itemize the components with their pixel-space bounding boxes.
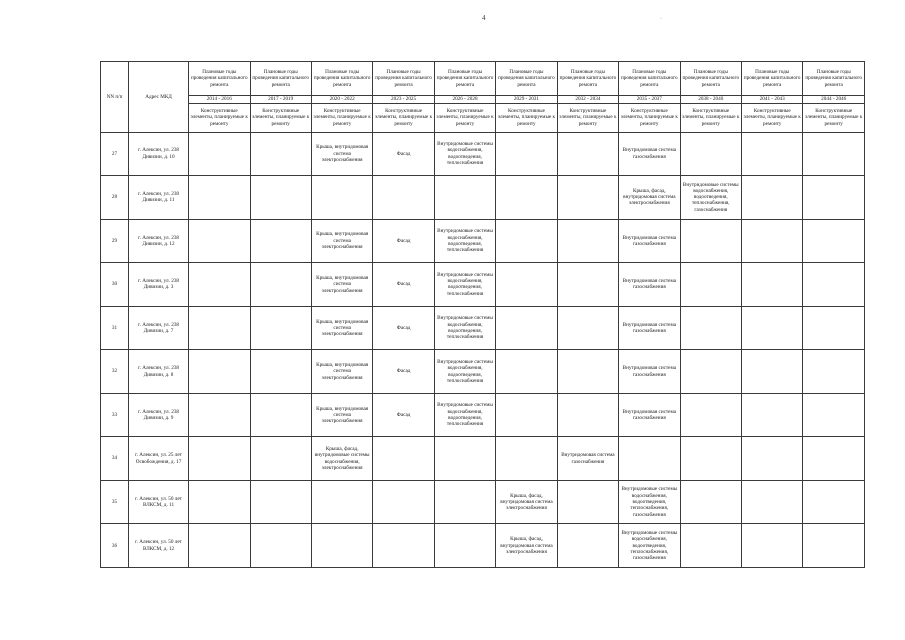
row-number: 29 bbox=[101, 219, 129, 263]
repair-elements-cell bbox=[557, 176, 618, 220]
period-title-header: Плановые годы проведения капитального ремонта bbox=[434, 62, 495, 96]
repair-elements-cell bbox=[189, 176, 250, 220]
repair-elements-cell bbox=[557, 480, 618, 524]
row-number: 33 bbox=[101, 393, 129, 437]
repair-elements-cell bbox=[250, 132, 311, 176]
table-row bbox=[101, 393, 865, 437]
period-years: 2038 - 2040 bbox=[680, 96, 741, 104]
repair-elements-cell: Крыша, фасад, внутридомовая система электроснабжения bbox=[496, 480, 557, 524]
repair-elements-cell: Крыша, внутридомовая система электроснабжения bbox=[311, 306, 372, 350]
page-number: 4 bbox=[482, 14, 486, 22]
repair-elements-cell bbox=[803, 393, 865, 437]
repair-elements-cell: Внутридомовая система газоснабжения bbox=[619, 219, 680, 263]
repair-elements-cell bbox=[496, 132, 557, 176]
repair-elements-cell bbox=[557, 393, 618, 437]
repair-elements-cell bbox=[680, 263, 741, 307]
row-number: 31 bbox=[101, 306, 129, 350]
repair-elements-cell: Внутридомовые системы водоснабжения, водоотведения, теплоснабжения bbox=[434, 219, 495, 263]
repair-elements-cell bbox=[250, 437, 311, 481]
period-title-header: Плановые годы проведения капитального ремонта bbox=[373, 62, 434, 96]
repair-elements-cell bbox=[434, 437, 495, 481]
elements-header: Конструктивные элементы, планируемые к ремонту bbox=[803, 103, 865, 132]
building-address: г. Алексин, ул. 50 лет ВЛКСМ, д. 12 bbox=[129, 524, 189, 568]
elements-header: Конструктивные элементы, планируемые к ремонту bbox=[189, 103, 250, 132]
table-row bbox=[101, 176, 865, 220]
repair-elements-cell: Фасад bbox=[373, 393, 434, 437]
table-row bbox=[101, 132, 865, 176]
repair-elements-cell bbox=[496, 176, 557, 220]
repair-elements-cell bbox=[250, 306, 311, 350]
repair-elements-cell bbox=[742, 263, 803, 307]
repair-elements-cell bbox=[496, 437, 557, 481]
elements-header: Конструктивные элементы, планируемые к ремонту bbox=[373, 103, 434, 132]
repair-elements-cell bbox=[803, 306, 865, 350]
corner-mark: · bbox=[660, 16, 662, 22]
period-years: 2017 - 2019 bbox=[250, 96, 311, 104]
repair-elements-cell: Внутридомовые системы водоснабжения, водоотведения, теплоснабжения bbox=[434, 263, 495, 307]
repair-elements-cell bbox=[619, 437, 680, 481]
repair-elements-cell: Крыша, фасад, внутридомовые системы водоснабжения, электроснабжения bbox=[311, 437, 372, 481]
repair-elements-cell bbox=[557, 350, 618, 394]
repair-elements-cell bbox=[189, 480, 250, 524]
building-address: г. Алексин, ул. 238 Дивизии, д. 9 bbox=[129, 393, 189, 437]
building-address: г. Алексин, ул. 238 Дивизии, д. 12 bbox=[129, 219, 189, 263]
repair-elements-cell bbox=[557, 132, 618, 176]
repair-elements-cell bbox=[250, 219, 311, 263]
table-header bbox=[101, 62, 865, 133]
repair-elements-cell bbox=[496, 350, 557, 394]
row-number: 32 bbox=[101, 350, 129, 394]
period-years: 2029 - 2031 bbox=[496, 96, 557, 104]
repair-elements-cell: Внутридомовые системы водоснабжения, водоотведения, теплоснабжения, газоснабжения bbox=[619, 524, 680, 568]
repair-elements-cell bbox=[250, 263, 311, 307]
row-number: 28 bbox=[101, 176, 129, 220]
repair-elements-cell bbox=[742, 350, 803, 394]
period-title-header: Плановые годы проведения капитального ремонта bbox=[311, 62, 372, 96]
period-years: 2035 - 2037 bbox=[619, 96, 680, 104]
repair-elements-cell bbox=[557, 219, 618, 263]
elements-header: Конструктивные элементы, планируемые к ремонту bbox=[434, 103, 495, 132]
repair-elements-cell bbox=[680, 437, 741, 481]
repair-elements-cell: Внутридомовая система газоснабжения bbox=[619, 393, 680, 437]
repair-elements-cell: Крыша, внутридомовая система электроснабжения bbox=[311, 219, 372, 263]
repair-elements-cell bbox=[803, 437, 865, 481]
elements-header: Конструктивные элементы, планируемые к ремонту bbox=[742, 103, 803, 132]
repair-elements-cell bbox=[803, 219, 865, 263]
repair-elements-cell bbox=[496, 393, 557, 437]
building-address: г. Алексин, ул. 238 Дивизии, д. 7 bbox=[129, 306, 189, 350]
repair-elements-cell: Крыша, фасад, внутридомовая система электроснабжения bbox=[496, 524, 557, 568]
repair-elements-cell bbox=[250, 524, 311, 568]
repair-elements-cell bbox=[189, 219, 250, 263]
repair-elements-cell bbox=[373, 176, 434, 220]
repair-elements-cell: Крыша, внутридомовая система электроснабжения bbox=[311, 393, 372, 437]
repair-elements-cell: Крыша, внутридомовая система электроснабжения bbox=[311, 132, 372, 176]
period-title-header: Плановые годы проведения капитального ремонта bbox=[803, 62, 865, 96]
repair-elements-cell bbox=[189, 437, 250, 481]
repair-elements-cell bbox=[742, 306, 803, 350]
repair-elements-cell: Фасад bbox=[373, 350, 434, 394]
repair-elements-cell bbox=[680, 306, 741, 350]
table-body bbox=[101, 132, 865, 568]
period-years: 2032 - 2034 bbox=[557, 96, 618, 104]
repair-elements-cell: Фасад bbox=[373, 263, 434, 307]
repair-elements-cell: Внутридомовые системы водоснабжения, водоотведения, теплоснабжения, газоснабжения bbox=[619, 480, 680, 524]
repair-elements-cell bbox=[434, 480, 495, 524]
repair-elements-cell: Фасад bbox=[373, 219, 434, 263]
repair-elements-cell bbox=[803, 480, 865, 524]
repair-elements-cell bbox=[803, 176, 865, 220]
repair-elements-cell bbox=[496, 219, 557, 263]
repair-elements-cell bbox=[557, 524, 618, 568]
building-address: г. Алексин, ул. 25 лет Освобождения, д. 17 bbox=[129, 437, 189, 481]
repair-elements-cell bbox=[311, 176, 372, 220]
repair-elements-cell: Фасад bbox=[373, 132, 434, 176]
repair-elements-cell bbox=[250, 176, 311, 220]
repair-elements-cell: Внутридомовые системы водоснабжения, водоотведения, теплоснабжения bbox=[434, 306, 495, 350]
repair-elements-cell bbox=[742, 132, 803, 176]
repair-elements-cell bbox=[250, 393, 311, 437]
repair-elements-cell bbox=[434, 524, 495, 568]
repair-elements-cell bbox=[189, 524, 250, 568]
repair-elements-cell: Крыша, фасад, внутридомовая система электроснабжения bbox=[619, 176, 680, 220]
repair-elements-cell bbox=[373, 437, 434, 481]
repair-elements-cell bbox=[742, 176, 803, 220]
table-row bbox=[101, 219, 865, 263]
row-number: 35 bbox=[101, 480, 129, 524]
repair-elements-cell bbox=[250, 350, 311, 394]
repair-elements-cell bbox=[311, 480, 372, 524]
elements-header: Конструктивные элементы, планируемые к ремонту bbox=[680, 103, 741, 132]
repair-schedule-table bbox=[100, 61, 865, 568]
period-title-header: Плановые годы проведения капитального ремонта bbox=[742, 62, 803, 96]
repair-elements-cell bbox=[803, 350, 865, 394]
period-years: 2041 - 2043 bbox=[742, 96, 803, 104]
period-title-header: Плановые годы проведения капитального ремонта bbox=[680, 62, 741, 96]
repair-elements-cell bbox=[803, 524, 865, 568]
repair-elements-cell bbox=[742, 393, 803, 437]
repair-elements-cell bbox=[373, 480, 434, 524]
repair-elements-cell bbox=[189, 132, 250, 176]
num-header: NN п/п bbox=[101, 62, 129, 133]
repair-elements-cell bbox=[189, 306, 250, 350]
repair-elements-cell bbox=[803, 263, 865, 307]
row-number: 27 bbox=[101, 132, 129, 176]
repair-elements-cell bbox=[680, 393, 741, 437]
repair-elements-cell bbox=[434, 176, 495, 220]
repair-elements-cell bbox=[189, 350, 250, 394]
repair-elements-cell bbox=[680, 132, 741, 176]
repair-elements-cell bbox=[742, 219, 803, 263]
address-header: Адрес МКД bbox=[129, 62, 189, 133]
elements-header: Конструктивные элементы, планируемые к ремонту bbox=[250, 103, 311, 132]
repair-elements-cell bbox=[311, 524, 372, 568]
repair-elements-cell bbox=[496, 263, 557, 307]
building-address: г. Алексин, ул. 50 лет ВЛКСМ, д. 11 bbox=[129, 480, 189, 524]
period-title-header: Плановые годы проведения капитального ремонта bbox=[619, 62, 680, 96]
repair-elements-cell: Внутридомовая система газоснабжения bbox=[557, 437, 618, 481]
period-title-header: Плановые годы проведения капитального ремонта bbox=[557, 62, 618, 96]
building-address: г. Алексин, ул. 238 Дивизии, д. 3 bbox=[129, 263, 189, 307]
period-years: 2026 - 2028 bbox=[434, 96, 495, 104]
repair-elements-cell: Внутридомовая система газоснабжения bbox=[619, 263, 680, 307]
repair-elements-cell bbox=[680, 350, 741, 394]
elements-header: Конструктивные элементы, планируемые к ремонту bbox=[557, 103, 618, 132]
repair-elements-cell: Внутридомовые системы водоснабжения, водоотведения, теплоснабжения bbox=[434, 350, 495, 394]
repair-elements-cell bbox=[250, 480, 311, 524]
repair-elements-cell bbox=[496, 306, 557, 350]
row-number: 36 bbox=[101, 524, 129, 568]
period-title-header: Плановые годы проведения капитального ремонта bbox=[250, 62, 311, 96]
repair-elements-cell bbox=[803, 132, 865, 176]
table-row bbox=[101, 350, 865, 394]
repair-elements-cell bbox=[189, 393, 250, 437]
repair-elements-cell bbox=[680, 524, 741, 568]
repair-elements-cell: Крыша, внутридомовая система электроснабжения bbox=[311, 350, 372, 394]
repair-elements-cell: Внутридомовые системы водоснабжения, водоотведения, теплоснабжения, газоснабжения bbox=[680, 176, 741, 220]
repair-elements-cell bbox=[742, 437, 803, 481]
repair-elements-cell bbox=[557, 306, 618, 350]
repair-elements-cell: Крыша, внутридомовая система электроснабжения bbox=[311, 263, 372, 307]
row-number: 30 bbox=[101, 263, 129, 307]
repair-elements-cell: Внутридомовая система газоснабжения bbox=[619, 306, 680, 350]
repair-elements-cell: Внутридомовая система газоснабжения bbox=[619, 350, 680, 394]
repair-elements-cell: Внутридомовые системы водоснабжения, водоотведения, теплоснабжения bbox=[434, 132, 495, 176]
repair-elements-cell: Внутридомовая система газоснабжения bbox=[619, 132, 680, 176]
repair-elements-cell bbox=[742, 480, 803, 524]
building-address: г. Алексин, ул. 238 Дивизии, д. 11 bbox=[129, 176, 189, 220]
period-years: 2023 - 2025 bbox=[373, 96, 434, 104]
row-number: 34 bbox=[101, 437, 129, 481]
elements-header: Конструктивные элементы, планируемые к ремонту bbox=[619, 103, 680, 132]
table-row bbox=[101, 306, 865, 350]
elements-header: Конструктивные элементы, планируемые к ремонту bbox=[496, 103, 557, 132]
building-address: г. Алексин, ул. 238 Дивизии, д. 10 bbox=[129, 132, 189, 176]
elements-header: Конструктивные элементы, планируемые к ремонту bbox=[311, 103, 372, 132]
period-years: 2044 - 2046 bbox=[803, 96, 865, 104]
period-title-header: Плановые годы проведения капитального ремонта bbox=[496, 62, 557, 96]
period-years: 2014 - 2016 bbox=[189, 96, 250, 104]
table-row bbox=[101, 524, 865, 568]
table-row bbox=[101, 437, 865, 481]
repair-elements-cell bbox=[557, 263, 618, 307]
table-row bbox=[101, 480, 865, 524]
repair-elements-cell: Фасад bbox=[373, 306, 434, 350]
repair-elements-cell bbox=[742, 524, 803, 568]
repair-elements-cell bbox=[680, 219, 741, 263]
table-row bbox=[101, 263, 865, 307]
period-years: 2020 - 2022 bbox=[311, 96, 372, 104]
repair-elements-cell bbox=[373, 524, 434, 568]
period-title-header: Плановые годы проведения капитального ремонта bbox=[189, 62, 250, 96]
repair-elements-cell bbox=[189, 263, 250, 307]
repair-elements-cell: Внутридомовые системы водоснабжения, водоотведения, теплоснабжения bbox=[434, 393, 495, 437]
repair-elements-cell bbox=[680, 480, 741, 524]
building-address: г. Алексин, ул. 238 Дивизии, д. 8 bbox=[129, 350, 189, 394]
